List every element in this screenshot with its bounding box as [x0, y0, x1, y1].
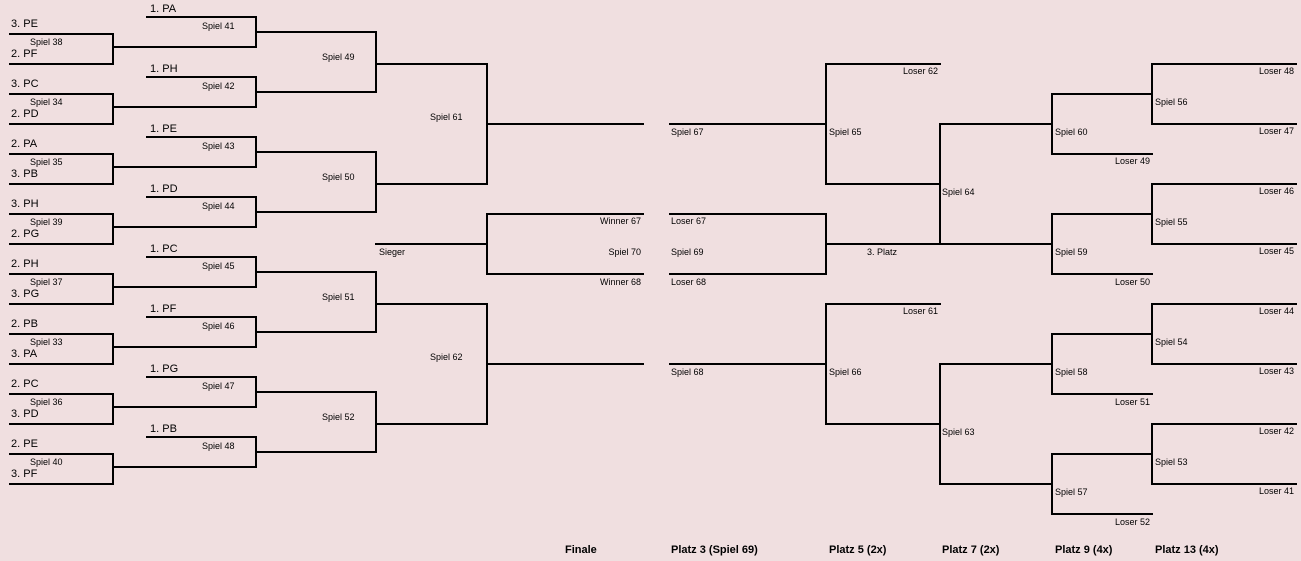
entry-label: 3. PD — [11, 408, 39, 420]
game-label: Spiel 63 — [942, 427, 975, 437]
bracket-line — [376, 64, 487, 184]
game-label: Spiel 65 — [829, 127, 862, 137]
loser-label: Loser 52 — [1114, 517, 1150, 527]
bracket-line — [113, 197, 256, 227]
loser-label: Loser 43 — [1258, 366, 1294, 376]
bracket-line — [1052, 94, 1152, 154]
loser-label: Loser 50 — [1114, 277, 1150, 287]
game-label: Spiel 36 — [30, 397, 63, 407]
game-label: Spiel 50 — [322, 172, 355, 182]
entry-label: 3. PA — [11, 348, 38, 360]
game-label: Spiel 55 — [1155, 217, 1188, 227]
bracket-line — [826, 64, 940, 184]
entry-label: 2. PF — [11, 48, 38, 60]
game-label: Spiel 59 — [1055, 247, 1088, 257]
loser-label: Loser 61 — [902, 306, 938, 316]
game-label: Spiel 49 — [322, 52, 355, 62]
game-label: Spiel 42 — [202, 81, 235, 91]
entry-label: 2. PC — [11, 378, 39, 390]
loser-label: Loser 62 — [902, 66, 938, 76]
game-label: Spiel 61 — [430, 112, 463, 122]
entry-label: 3. PB — [11, 168, 38, 180]
game-label: Spiel 56 — [1155, 97, 1188, 107]
column-title-platz7: Platz 7 (2x) — [942, 544, 1000, 556]
winner-label: Sieger — [379, 247, 406, 257]
bracket-line — [113, 77, 256, 107]
column-title-platz13: Platz 13 (4x) — [1155, 544, 1219, 556]
loser-label: Loser 42 — [1258, 426, 1294, 436]
loser-label: Loser 48 — [1258, 66, 1294, 76]
entry-label: 3. PG — [11, 288, 40, 300]
game-label: Spiel 47 — [202, 381, 235, 391]
final-entry-label: Winner 67 — [599, 216, 641, 226]
loser-label: Loser 45 — [1258, 246, 1294, 256]
seed-label: 1. PG — [150, 363, 179, 375]
entry-label: 3. PF — [11, 468, 38, 480]
loser-label: Loser 51 — [1114, 397, 1150, 407]
game-label: Spiel 54 — [1155, 337, 1188, 347]
bracket-line — [940, 364, 1052, 484]
seed-label: 1. PE — [150, 123, 177, 135]
bracket-line — [1052, 334, 1152, 394]
game-label: Spiel 60 — [1055, 127, 1088, 137]
game-label: Spiel 35 — [30, 157, 63, 167]
seed-label: 1. PA — [150, 3, 177, 15]
entry-label: 2. PE — [11, 438, 38, 450]
game-label: Spiel 64 — [942, 187, 975, 197]
game-label: Spiel 44 — [202, 201, 235, 211]
loser-label: Loser 41 — [1258, 486, 1294, 496]
game-label: Spiel 62 — [430, 352, 463, 362]
bracket-line — [256, 152, 376, 212]
entry-label: 3. PH — [11, 198, 39, 210]
bracket-line — [113, 377, 256, 407]
bracket-line — [1052, 214, 1152, 274]
seed-label: 1. PD — [150, 183, 178, 195]
bracket-line — [256, 272, 376, 332]
game-label: Spiel 68 — [671, 367, 704, 377]
entry-label: 2. PA — [11, 138, 38, 150]
entry-label: 2. PG — [11, 228, 40, 240]
game-label: Spiel 52 — [322, 412, 355, 422]
game-label: Spiel 67 — [671, 127, 704, 137]
final-entry-label: Winner 68 — [599, 277, 641, 287]
bracket-line — [940, 124, 1052, 244]
bracket-line — [256, 32, 376, 92]
loser-label: Loser 67 — [671, 216, 707, 226]
seed-label: 1. PB — [150, 423, 177, 435]
entry-label: 2. PB — [11, 318, 38, 330]
game-label: Spiel 46 — [202, 321, 235, 331]
bracket-line — [1052, 454, 1152, 514]
seed-label: 1. PC — [150, 243, 178, 255]
bracket-line — [113, 137, 256, 167]
seed-label: 1. PH — [150, 63, 178, 75]
game-label: Spiel 41 — [202, 21, 235, 31]
column-title-platz9: Platz 9 (4x) — [1055, 544, 1113, 556]
column-title-platz3: Platz 3 (Spiel 69) — [671, 544, 758, 556]
game-label: Spiel 57 — [1055, 487, 1088, 497]
game-label: Spiel 34 — [30, 97, 63, 107]
game-label: Spiel 37 — [30, 277, 63, 287]
game-label: Spiel 53 — [1155, 457, 1188, 467]
game-label: Spiel 43 — [202, 141, 235, 151]
entry-label: 2. PH — [11, 258, 39, 270]
loser-label: Loser 47 — [1258, 126, 1294, 136]
column-title-platz5: Platz 5 (2x) — [829, 544, 887, 556]
game-label: Spiel 70 — [608, 247, 641, 257]
bracket-line — [826, 304, 940, 424]
bracket-line — [113, 17, 256, 47]
game-label: Spiel 66 — [829, 367, 862, 377]
loser-label: Loser 68 — [671, 277, 707, 287]
game-label: Spiel 48 — [202, 441, 235, 451]
entry-label: 3. PE — [11, 18, 38, 30]
game-label: Spiel 38 — [30, 37, 63, 47]
loser-label: Loser 44 — [1258, 306, 1294, 316]
game-label: Spiel 45 — [202, 261, 235, 271]
bracket-line — [113, 257, 256, 287]
entry-label: 2. PD — [11, 108, 39, 120]
game-label: Spiel 58 — [1055, 367, 1088, 377]
bracket-line — [256, 392, 376, 452]
game-label: Spiel 69 — [671, 247, 704, 257]
game-label: Spiel 33 — [30, 337, 63, 347]
game-label: Spiel 40 — [30, 457, 63, 467]
game-label: Spiel 51 — [322, 292, 355, 302]
column-title-finale: Finale — [565, 544, 597, 556]
game-label: Spiel 39 — [30, 217, 63, 227]
bracket-line — [113, 437, 256, 467]
loser-label: Loser 49 — [1114, 156, 1150, 166]
loser-label: Loser 46 — [1258, 186, 1294, 196]
seed-label: 1. PF — [150, 303, 177, 315]
bracket-line — [113, 317, 256, 347]
third-place-label: 3. Platz — [867, 247, 898, 257]
bracket-line — [376, 304, 487, 424]
entry-label: 3. PC — [11, 78, 39, 90]
